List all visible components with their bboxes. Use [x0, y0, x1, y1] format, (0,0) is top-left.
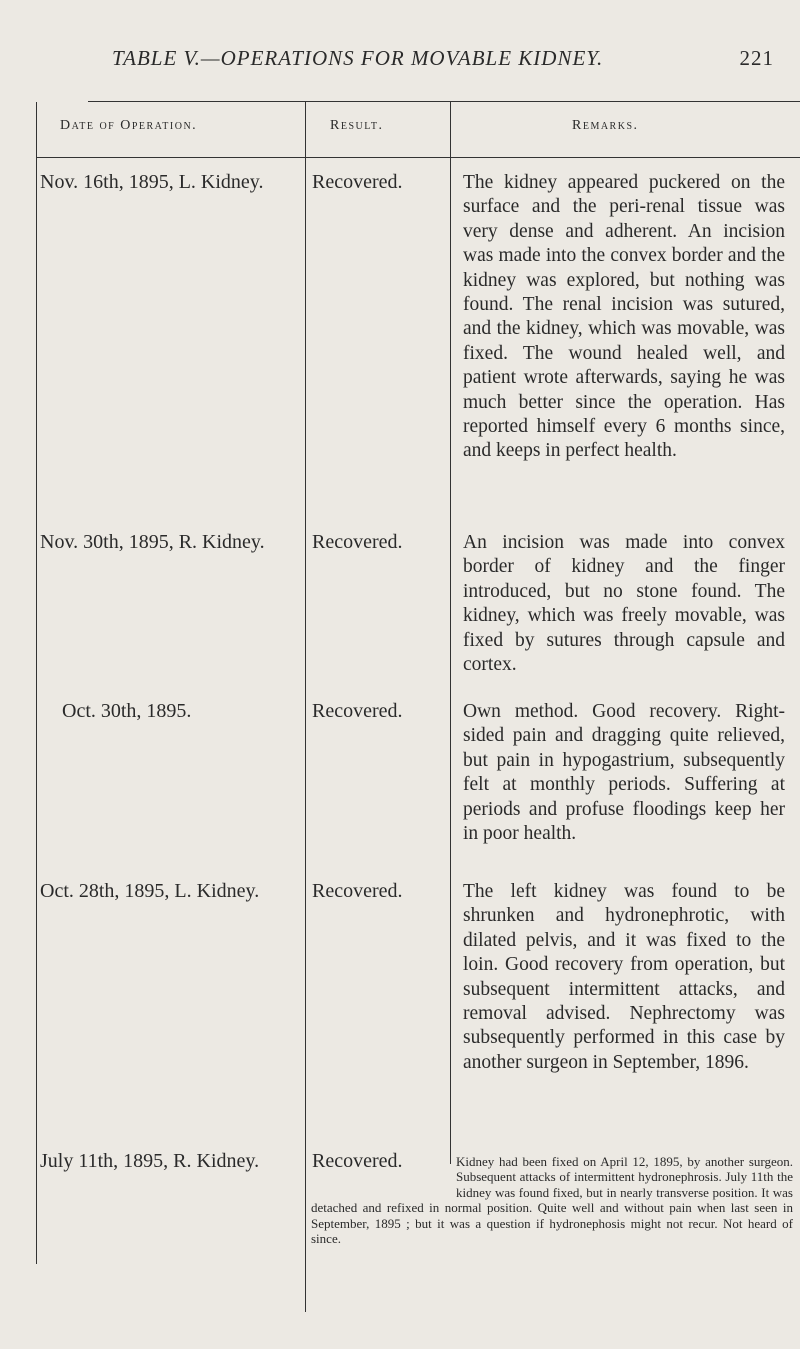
- running-head: [112, 46, 792, 71]
- row-5-remarks: Kidney had been fixed on April 12, 1895, by another surgeon. Subsequent attacks of intermittent hydronephrosis. July 11th the kidney was found fixed, but in nearly transverse position. It was detached and refixed in normal position. Quite well and without pain when last seen in September, 1895 ; but it was a question if hydronephosis might not recur. Not heard of since.: [311, 1154, 793, 1247]
- row-2-result: Recovered.: [312, 531, 403, 553]
- column-divider-result-remarks: [450, 102, 451, 1164]
- column-divider-date-result: [305, 102, 306, 1312]
- column-divider-left: [36, 102, 37, 1264]
- column-header-date: Date of Operation.: [60, 118, 198, 133]
- table-top-rule: [88, 101, 800, 102]
- table-header-rule: [36, 157, 800, 158]
- row-3-remarks: Own method. Good recovery. Right-sided pain and dragging quite relieved, but pain in hypogastrium, subsequently felt at monthly periods. Suffering at periods and profuse floodings keep her in poor health.: [463, 701, 785, 845]
- row-2-remarks: An incision was made into convex border of kidney and the finger introduced, but no stone found. The kidney, which was freely movable, was fixed by sutures through capsule and cortex.: [463, 532, 785, 676]
- row-4-remarks: The left kidney was found to be shrunken and hydronephrotic, with dilated pelvis, and it was fixed to the loin. Good recovery from operation, but subsequent intermittent attacks, and removal advised. Nephrectomy was subsequently performed in this case by another surgeon in September, 1896.: [463, 881, 785, 1073]
- column-header-result: Result.: [330, 118, 384, 133]
- row-1-date: Nov. 16th, 1895, L. Kidney.: [40, 171, 264, 193]
- row-4-result: Recovered.: [312, 880, 403, 902]
- row-1-remarks: The kidney appeared puckered on the surface and the peri-renal tissue was very dense and adherent. An incision was made into the convex border and the kidney was explored, but nothing was found. The renal incision was sutured, and the kidney, which was movable, was fixed. The wound healed well, and patient wrote afterwards, saying he was much better since the operation. Has reported himself every 6 months since, and keeps in perfect health.: [463, 172, 785, 462]
- running-head-title: TABLE V.—OPERATIONS FOR MOVABLE KIDNEY.: [112, 46, 604, 70]
- row-5-result: Recovered.: [312, 1150, 403, 1172]
- row-5-date: July 11th, 1895, R. Kidney.: [40, 1150, 260, 1172]
- row-4-date: Oct. 28th, 1895, L. Kidney.: [40, 880, 260, 902]
- row-2-date: Nov. 30th, 1895, R. Kidney.: [40, 531, 265, 553]
- column-header-remarks: Remarks.: [572, 118, 639, 133]
- row-3-result: Recovered.: [312, 700, 403, 722]
- page-number: 221: [739, 46, 774, 70]
- row-3-date: Oct. 30th, 1895.: [62, 700, 192, 722]
- row-1-result: Recovered.: [312, 171, 403, 193]
